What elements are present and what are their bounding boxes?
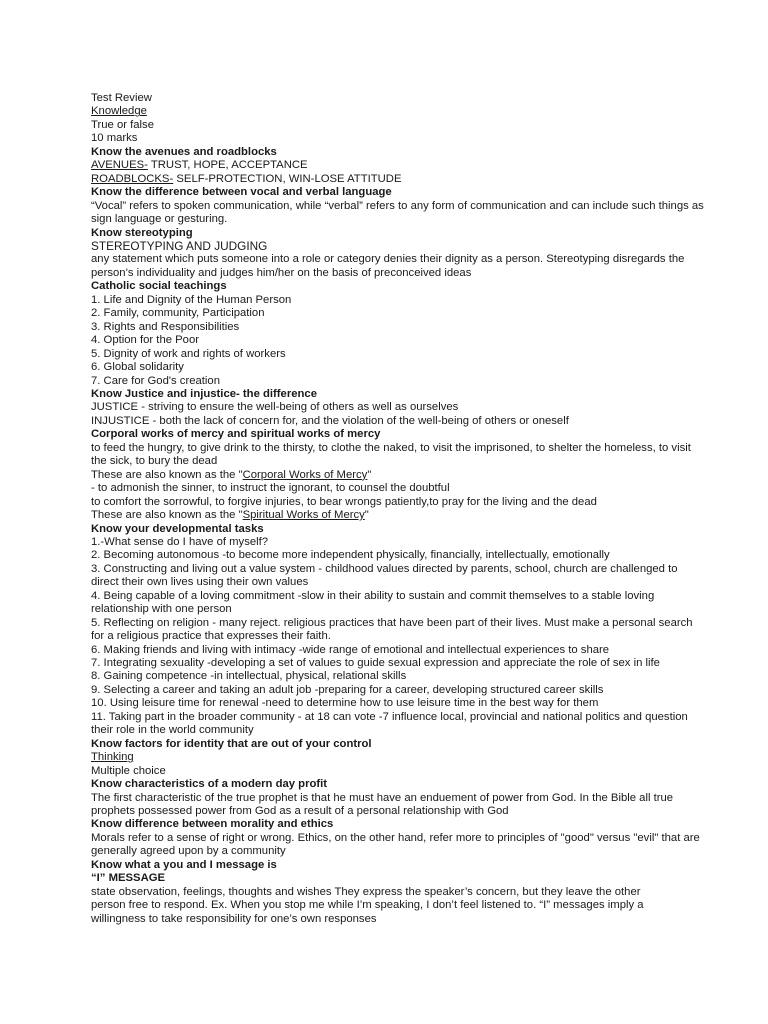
spiritual-works-link[interactable]: Spiritual Works of Mercy: [242, 509, 365, 522]
cst-item: 2. Family, community, Participation: [91, 307, 265, 320]
morality-text: Morals refer to a sense of right or wrong. Ethics, on the other hand, refer more to principles of "good" versus "evil" that are generally agreed upon by a community: [91, 831, 700, 858]
vocal-text: “Vocal” refers to spoken communication, while “verbal” refers to any form of communication and can include such things as sign language or gesturing.: [91, 199, 704, 226]
avenues-label: AVENUES-: [91, 159, 148, 172]
justice-text: JUSTICE - striving to ensure the well-being of others as well as ourselves: [91, 401, 459, 414]
spiritual-known-prefix: These are also known as the ": [91, 509, 243, 522]
i-message-line-1: state observation, feelings, thoughts and wishes They express the speaker’s concern, but they leave the other: [91, 885, 641, 898]
vocal-heading: Know the difference between vocal and verbal language: [91, 186, 392, 199]
dev-task-item: 5. Reflecting on religion - many reject. religious practices that have been part of their lives. Must make a personal search for a religious practice that expresses their faith.: [91, 616, 693, 643]
corporal-known-line: [91, 469, 708, 482]
prophet-text: The first characteristic of the true prophet is that he must have an enduement of power from God. In the Bible all true prophets possessed power from God as a result of a personal relationship with God: [91, 791, 674, 818]
avenues-heading: Know the avenues and roadblocks: [91, 145, 277, 158]
corporal-known-suffix: ": [367, 468, 372, 481]
dev-task-item: 1.-What sense do I have of myself?: [91, 535, 269, 548]
cst-item: 3. Rights and Responsibilities: [91, 320, 240, 333]
multiple-choice-label: Multiple choice: [91, 764, 166, 777]
spiritual-works-line-1: - to admonish the sinner, to instruct the ignorant, to counsel the doubtful: [91, 482, 450, 495]
dev-task-item: 8. Gaining competence -in intellectual, physical, relational skills: [91, 670, 407, 683]
section-thinking: Thinking: [91, 751, 134, 764]
cst-item: 5. Dignity of work and rights of workers: [91, 347, 286, 360]
stereotyping-text: any statement which puts someone into a role or category denies their dignity as a person. Stereotyping disregards the person’s individuality and judges him/her on the basis of preconceived ideas: [91, 253, 685, 279]
roadblocks-label: ROADBLOCKS-: [91, 172, 174, 185]
cst-item: 7. Care for God's creation: [91, 374, 220, 387]
corporal-works-text: to feed the hungry, to give drink to the thirsty, to clothe the naked, to visit the imprisoned, to shelter the homeless, to visit the sick, to bury the dead: [91, 441, 691, 468]
dev-task-item: 6. Making friends and living with intimacy -wide range of emotional and intellectual experiences to share: [91, 643, 610, 656]
message-heading: Know what a you and I message is: [91, 858, 277, 871]
spiritual-known-suffix: ": [364, 509, 369, 522]
cst-item: 1. Life and Dignity of the Human Person: [91, 293, 292, 306]
spiritual-works-line-2: to comfort the sorrowful, to forgive injuries, to bear wrongs patiently,to pray for the living and the dead: [91, 495, 597, 508]
i-message-heading: “I” MESSAGE: [91, 872, 166, 885]
marks-label: 10 marks: [91, 132, 138, 145]
roadblocks-text: SELF-PROTECTION, WIN-LOSE ATTITUDE: [173, 172, 402, 185]
dev-task-item: 11. Taking part in the broader community - at 18 can vote -7 influence local, provincial and national politics and question their role in the world community: [91, 710, 688, 737]
true-false-label: True or false: [91, 118, 154, 131]
works-of-mercy-heading: Corporal works of mercy and spiritual works of mercy: [91, 428, 381, 441]
justice-heading: Know Justice and injustice- the difference: [91, 387, 317, 400]
stereotyping-heading: Know stereotyping: [91, 226, 193, 239]
corporal-works-link[interactable]: Corporal Works of Mercy: [242, 468, 368, 481]
avenues-line: [91, 159, 708, 172]
injustice-text: INJUSTICE - both the lack of concern for, and the violation of the well-being of others or oneself: [91, 414, 569, 427]
corporal-known-prefix: These are also known as the ": [91, 468, 243, 481]
stereotyping-subheading: STEREOTYPING AND JUDGING: [91, 238, 268, 253]
spiritual-known-line: [91, 509, 708, 522]
dev-task-item: 9. Selecting a career and taking an adult job -preparing for a career, developing structured career skills: [91, 683, 604, 696]
dev-task-item: 4. Being capable of a loving commitment -slow in their ability to sustain and commit themselves to a stable loving relationship with one person: [91, 589, 655, 616]
i-message-line-2: person free to respond. Ex. When you stop me while I’m speaking, I don’t feel listened to. “I” messages imply a: [91, 899, 644, 912]
cst-item: 4. Option for the Poor: [91, 334, 200, 347]
doc-title: Test Review: [91, 92, 152, 104]
identity-heading: Know factors for identity that are out of your control: [91, 737, 372, 750]
i-message-line-3: willingness to take responsibility for one’s own responses: [91, 912, 377, 925]
avenues-text: TRUST, HOPE, ACCEPTANCE: [147, 159, 308, 172]
morality-heading: Know difference between morality and ethics: [91, 818, 334, 831]
dev-task-item: 10. Using leisure time for renewal -need to determine how to use leisure time in the best way for them: [91, 697, 599, 710]
developmental-tasks-heading: Know your developmental tasks: [91, 522, 264, 535]
cst-heading: Catholic social teachings: [91, 280, 227, 293]
dev-task-item: 7. Integrating sexuality -developing a set of values to guide sexual expression and appreciate the role of sex in life: [91, 657, 660, 670]
cst-item: 6. Global solidarity: [91, 361, 184, 374]
roadblocks-line: [91, 173, 708, 186]
dev-task-item: 3. Constructing and living out a value system - childhood values directed by parents, school, church are challenged to direct their own lives using their own values: [91, 562, 678, 589]
prophet-heading: Know characteristics of a modern day profit: [91, 778, 328, 791]
dev-task-item: 2. Becoming autonomous -to become more independent physically, financially, intellectually, emotionally: [91, 549, 610, 562]
section-knowledge: Knowledge: [91, 105, 147, 118]
